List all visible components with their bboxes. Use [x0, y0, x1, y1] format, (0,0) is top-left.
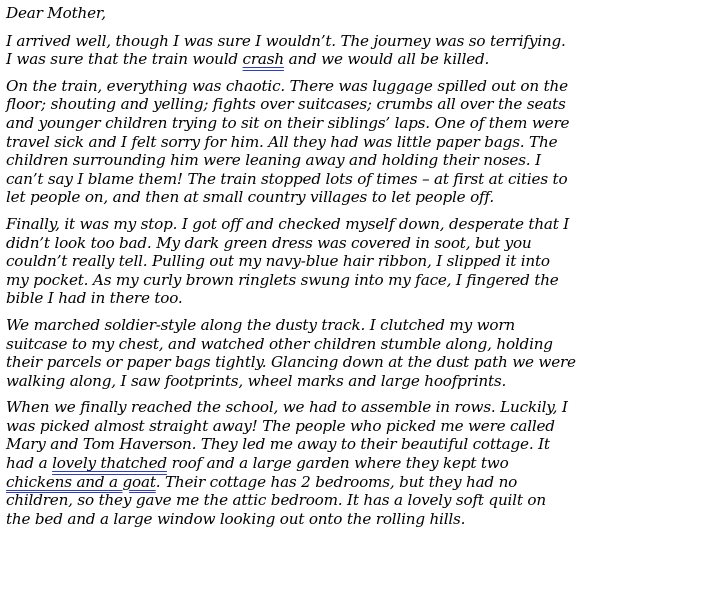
text-line: Finally, it was my stop. I got off and checked myself down, desperate that I [6, 214, 570, 233]
text-line: When we finally reached the school, we had to assemble in rows. Luckily, I [6, 398, 568, 417]
text-line [6, 454, 710, 473]
text-line: On the train, everything was chaotic. There was luggage spilled out on the [6, 76, 568, 95]
text-line: travel sick and I felt sorry for him. All they had was little paper bags. The [6, 132, 558, 151]
text-line: We marched soldier-style along the dusty track. I clutched my worn [6, 315, 516, 334]
letter [6, 4, 710, 536]
text-segment: had a [6, 454, 53, 473]
text-line: can’t say I blame them! The train stopped lots of times – at first at cities to [6, 169, 568, 188]
text-segment: roof and a large garden where they kept two [166, 454, 509, 473]
text-line: the bed and a large window looking out onto the rolling hills. [6, 509, 466, 528]
text-line: let people on, and then at small country villages to let people off. [6, 188, 494, 207]
text-line: my pocket. As my curly brown ringlets swung into my face, I fingered the [6, 270, 559, 289]
text-line: bible I had in there too. [6, 289, 183, 308]
flagged-phrase: chickens and a goat [6, 472, 156, 491]
paragraph [6, 398, 710, 528]
text-line [6, 50, 710, 69]
text-segment: . Their cottage has 2 bedrooms, but they had no [155, 472, 518, 491]
text-line [6, 473, 710, 492]
text-line: didn’t look too bad. My dark green dress was covered in soot, but you [6, 233, 532, 252]
paragraph [6, 316, 710, 390]
flagged-phrase: crash [242, 50, 284, 69]
paragraph [6, 32, 710, 69]
paragraph [6, 77, 710, 207]
text-line: floor; shouting and yelling; fights over suitcases; crumbs all over the seats [6, 95, 566, 114]
paragraph [6, 215, 710, 308]
text-line: Mary and Tom Haverson. They led me away to their beautiful cottage. It [6, 435, 550, 454]
text-line: couldn’t really tell. Pulling out my navy-blue hair ribbon, I slipped it into [6, 252, 550, 271]
text-line: and younger children trying to sit on their siblings’ laps. One of them were [6, 113, 570, 132]
text-segment: I was sure that the train would [6, 50, 243, 69]
letter-body [6, 32, 710, 529]
text-line: suitcase to my chest, and watched other children stumble along, holding [6, 334, 553, 353]
text-line: children, so they gave me the attic bedroom. It has a lovely soft quilt on [6, 491, 546, 510]
greeting: Dear Mother, [6, 4, 106, 22]
text-line: their parcels or paper bags tightly. Glancing down at the dust path we were [6, 353, 576, 372]
text-line: was picked almost straight away! The people who picked me were called [6, 416, 555, 435]
text-segment: and we would all be killed. [283, 50, 490, 69]
text-line: I arrived well, though I was sure I wouldn’t. The journey was so terrifying. [6, 31, 566, 50]
text-line: walking along, I saw footprints, wheel marks and large hoofprints. [6, 371, 507, 390]
flagged-phrase: lovely thatched [52, 454, 167, 473]
text-line: children surrounding him were leaning away and holding their noses. I [6, 151, 541, 170]
